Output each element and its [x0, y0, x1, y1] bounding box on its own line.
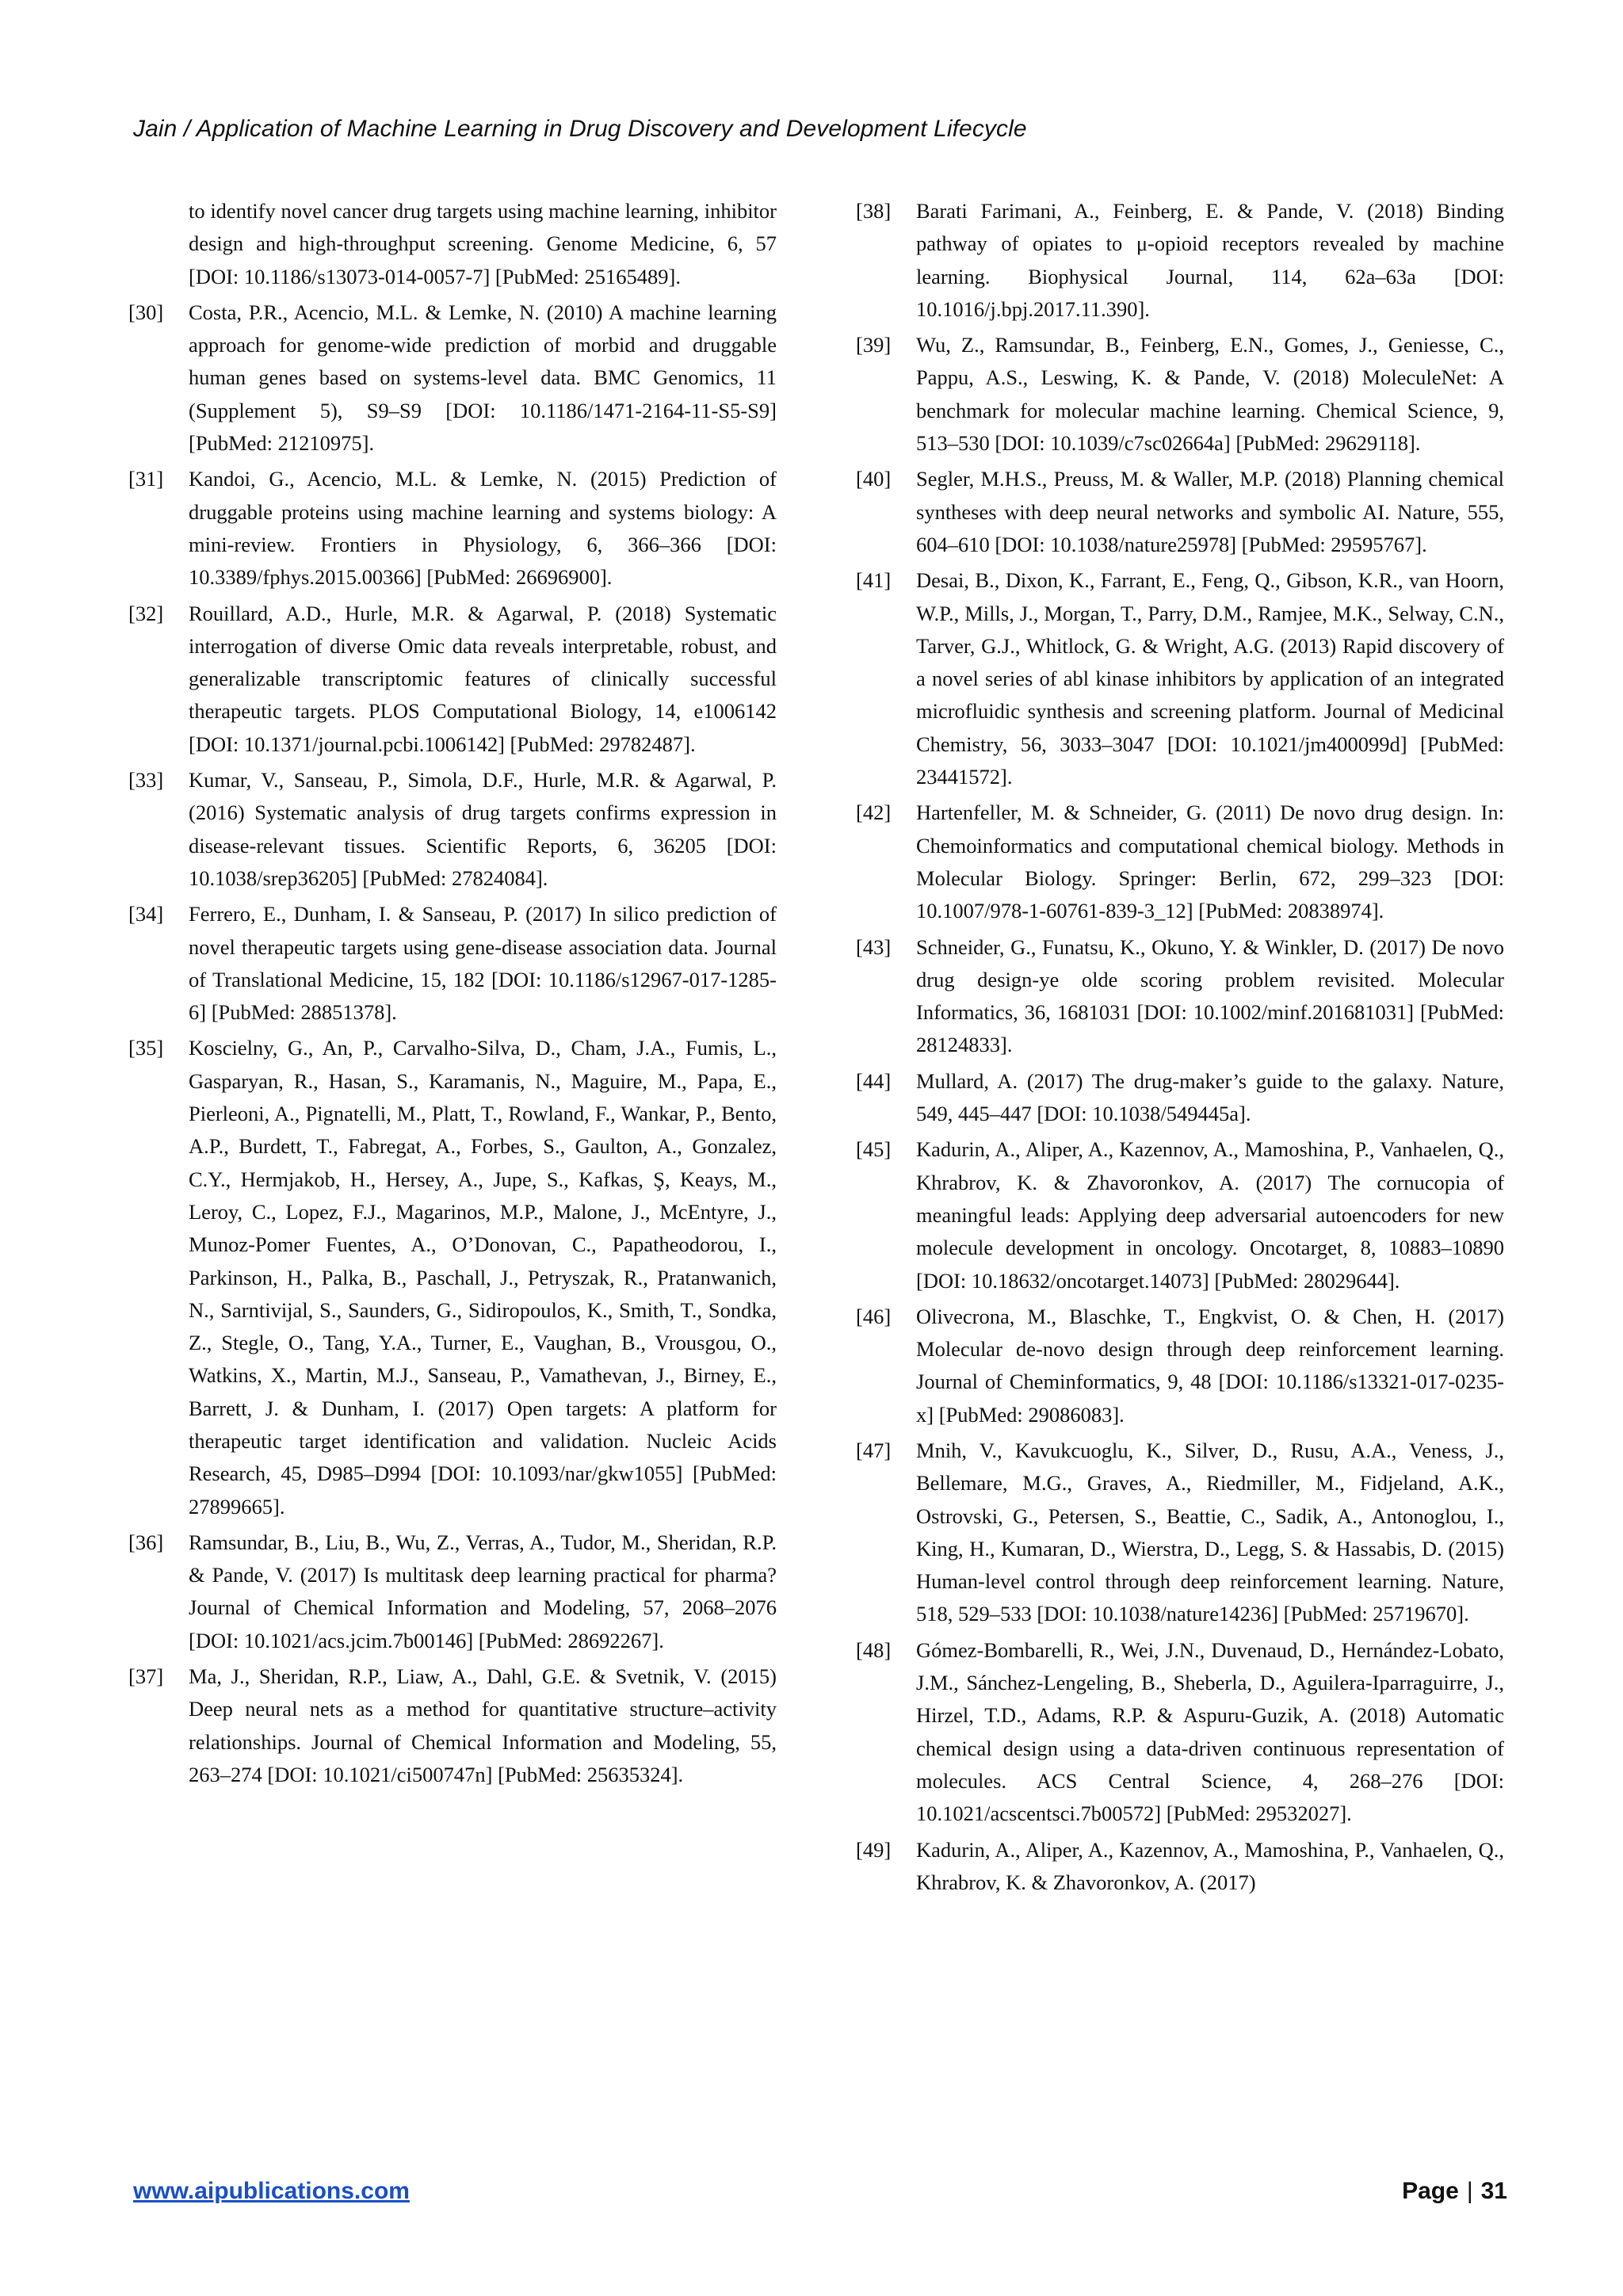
reference-number: [46] [856, 1304, 892, 1328]
reference-number: [31] [128, 467, 164, 491]
reference-item [856, 1634, 1504, 1831]
reference-text: Kadurin, A., Aliper, A., Kazennov, A., Mamoshina, P., Vanhaelen, Q., Khrabrov, K. & Zhavoronkov, A. (2017) The cornucopia of meaningful leads: Applying deep adversarial autoencoders for new molecule development in oncology. Oncotarget, 8, 10883–10890 [DOI: 10.18632/oncotarget.14073] [PubMed: 28029644]. [916, 1137, 1504, 1293]
page-label: Page [1402, 2178, 1459, 2204]
right-reference-column [856, 195, 1504, 1902]
reference-text: Ferrero, E., Dunham, I. & Sanseau, P. (2017) In silico prediction of novel therapeutic targets using gene-disease association data. Journal of Translational Medicine, 15, 182 [DOI: 10.1186/s12967-017-1285-6] [PubMed: 28851378]. [189, 902, 777, 1025]
reference-number: [38] [856, 199, 892, 223]
reference-text: Olivecrona, M., Blaschke, T., Engkvist, O. & Chen, H. (2017) Molecular de-novo design through deep reinforcement learning. Journal of Cheminformatics, 9, 48 [DOI: 10.1186/s13321-017-0235-x] [PubMed: 29086083]. [916, 1304, 1504, 1427]
reference-text: Kandoi, G., Acencio, M.L. & Lemke, N. (2015) Prediction of druggable proteins using machine learning and systems biology: A mini-review. Frontiers in Physiology, 6, 366–366 [DOI: 10.3389/fphys.2015.00366] [PubMed: 26696900]. [189, 467, 777, 590]
reference-number: [45] [856, 1137, 892, 1162]
left-reference-column [128, 195, 777, 1794]
reference-number: [39] [856, 333, 892, 357]
reference-number: [34] [128, 902, 164, 926]
page-separator: | [1466, 2178, 1473, 2204]
reference-item [128, 764, 777, 895]
reference-number: [36] [128, 1530, 164, 1554]
reference-number: [35] [128, 1036, 164, 1060]
reference-number: [44] [856, 1068, 892, 1093]
reference-number: [49] [856, 1837, 892, 1862]
reference-item [856, 329, 1504, 460]
reference-item [856, 463, 1504, 561]
reference-item [856, 195, 1504, 326]
reference-number: [33] [128, 768, 164, 793]
reference-item [856, 797, 1504, 927]
reference-item [128, 1526, 777, 1657]
reference-number: [41] [856, 568, 892, 593]
reference-text: Koscielny, G., An, P., Carvalho-Silva, D., Cham, J.A., Fumis, L., Gasparyan, R., Hasan, S., Karamanis, N., Maguire, M., Papa, E., Pierleoni, A., Pignatelli, M., Platt, T., Rowland, F., Wankar, P., Bento, A.P., Burdett, T., Fabregat, A., Forbes, S., Gaulton, A., Gonzalez, C.Y., Hermjakob, H., Hersey, A., Jupe, S., Kafkas, Ş, Keays, M., Leroy, C., Lopez, F.J., Magarinos, M.P., Malone, J., McEntyre, J., Munoz-Pomer Fuentes, A., O’Donovan, C., Papatheodorou, I., Parkinson, H., Palka, B., Paschall, J., Petryszak, R., Pratanwanich, N., Sarntivijal, S., Saunders, G., Sidiropoulos, K., Smith, T., Sondka, Z., Stegle, O., Tang, Y.A., Turner, E., Vaughan, B., Vrousgou, O., Watkins, X., Martin, M.J., Sanseau, P., Vamathevan, J., Birney, E., Barrett, J. & Dunham, I. (2017) Open targets: A platform for therapeutic target identification and validation. Nucleic Acids Research, 45, D985–D994 [DOI: 10.1093/nar/gkw1055] [PubMed: 27899665]. [189, 1036, 777, 1519]
reference-item [856, 1834, 1504, 1900]
reference-item [128, 598, 777, 761]
reference-text: Costa, P.R., Acencio, M.L. & Lemke, N. (2010) A machine learning approach for genome-wide prediction of morbid and druggable human genes based on systems-level data. BMC Genomics, 11 (Supplement 5), S9–S9 [DOI: 10.1186/1471-2164-11-S5-S9] [PubMed: 21210975]. [189, 300, 777, 456]
reference-item [128, 296, 777, 460]
reference-item [128, 1660, 777, 1791]
reference-item [856, 1435, 1504, 1631]
reference-number: [37] [128, 1664, 164, 1689]
reference-text: Kumar, V., Sanseau, P., Simola, D.F., Hurle, M.R. & Agarwal, P. (2016) Systematic analysis of drug targets confirms expression in disease-relevant tissues. Scientific Reports, 6, 36205 [DOI: 10.1038/srep36205] [PubMed: 27824084]. [189, 768, 777, 890]
reference-text: Desai, B., Dixon, K., Farrant, E., Feng, Q., Gibson, K.R., van Hoorn, W.P., Mills, J., Morgan, T., Parry, D.M., Ramjee, M.K., Selway, C.N., Tarver, G.J., Whitlock, G. & Wright, A.G. (2013) Rapid discovery of a novel series of abl kinase inhibitors by application of an integrated microfluidic synthesis and screening platform. Journal of Medicinal Chemistry, 56, 3033–3047 [DOI: 10.1021/jm400099d] [PubMed: 23441572]. [916, 568, 1504, 789]
reference-text: Mullard, A. (2017) The drug-maker’s guide to the galaxy. Nature, 549, 445–447 [DOI: 10.1038/549445a]. [916, 1068, 1504, 1126]
reference-number: [47] [856, 1438, 892, 1462]
left-reference-list [128, 296, 777, 1791]
reference-text: Barati Farimani, A., Feinberg, E. & Pande, V. (2018) Binding pathway of opiates to μ-opioid receptors revealed by machine learning. Biophysical Journal, 114, 62a–63a [DOI: 10.1016/j.bpj.2017.11.390]. [916, 199, 1504, 321]
reference-text: Kadurin, A., Aliper, A., Kazennov, A., Mamoshina, P., Vanhaelen, Q., Khrabrov, K. & Zhavoronkov, A. (2017) [916, 1837, 1504, 1894]
reference-item [128, 1032, 777, 1522]
reference-text: Hartenfeller, M. & Schneider, G. (2011) De novo drug design. In: Chemoinformatics and computational chemical biology. Methods in Molecular Biology. Springer: Berlin, 672, 299–323 [DOI: 10.1007/978-1-60761-839-3_12] [PubMed: 20838974]. [916, 800, 1504, 923]
reference-item [856, 1065, 1504, 1131]
reference-item [856, 931, 1504, 1062]
page-number-footer [1402, 2178, 1507, 2205]
reference-item [128, 463, 777, 594]
reference-text: Ramsundar, B., Liu, B., Wu, Z., Verras, A., Tudor, M., Sheridan, R.P. & Pande, V. (2017) Is multitask deep learning practical for pharma? Journal of Chemical Information and Modeling, 57, 2068–2076 [DOI: 10.1021/acs.jcim.7b00146] [PubMed: 28692267]. [189, 1530, 777, 1652]
reference-text: Segler, M.H.S., Preuss, M. & Waller, M.P. (2018) Planning chemical syntheses with deep neural networks and symbolic AI. Nature, 555, 604–610 [DOI: 10.1038/nature25978] [PubMed: 29595767]. [916, 467, 1504, 556]
reference-number: [43] [856, 934, 892, 959]
publisher-website-link[interactable]: www.aipublications.com [133, 2178, 410, 2204]
reference-number: [42] [856, 800, 892, 825]
reference-continuation: to identify novel cancer drug targets using machine learning, inhibitor design and high-throughput screening. Genome Medicine, 6, 57 [DOI: 10.1186/s13073-014-0057-7] [PubMed: 25165489]. [189, 199, 777, 288]
reference-item [856, 1133, 1504, 1297]
reference-number: [40] [856, 467, 892, 491]
reference-number: [30] [128, 300, 164, 324]
reference-number: [32] [128, 601, 164, 625]
reference-text: Ma, J., Sheridan, R.P., Liaw, A., Dahl, G.E. & Svetnik, V. (2015) Deep neural nets as a method for quantitative structure–activity relationships. Journal of Chemical Information and Modeling, 55, 263–274 [DOI: 10.1021/ci500747n] [PubMed: 25635324]. [189, 1664, 777, 1786]
reference-item [856, 564, 1504, 793]
reference-text: Mnih, V., Kavukcuoglu, K., Silver, D., Rusu, A.A., Veness, J., Bellemare, M.G., Graves, A., Riedmiller, M., Fidjeland, A.K., Ostrovski, G., Petersen, S., Beattie, C., Sadik, A., Antonoglou, I., King, H., Kumaran, D., Wierstra, D., Legg, S. & Hassabis, D. (2015) Human-level control through deep reinforcement learning. Nature, 518, 529–533 [DOI: 10.1038/nature14236] [PubMed: 25719670]. [916, 1438, 1504, 1626]
reference-text: Gómez-Bombarelli, R., Wei, J.N., Duvenaud, D., Hernández-Lobato, J.M., Sánchez-Lengeling, B., Sheberla, D., Aguilera-Iparraguirre, J., Hirzel, T.D., Adams, R.P. & Aspuru-Guzik, A. (2018) Automatic chemical design using a data-driven continuous representation of molecules. ACS Central Science, 4, 268–276 [DOI: 10.1021/acscentsci.7b00572] [PubMed: 29532027]. [916, 1637, 1504, 1826]
reference-item [128, 898, 777, 1029]
reference-text: Schneider, G., Funatsu, K., Okuno, Y. & Winkler, D. (2017) De novo drug design-ye olde scoring problem revisited. Molecular Informatics, 36, 1681031 [DOI: 10.1002/minf.201681031] [PubMed: 28124833]. [916, 934, 1504, 1057]
reference-text: Wu, Z., Ramsundar, B., Feinberg, E.N., Gomes, J., Geniesse, C., Pappu, A.S., Leswing, K. & Pande, V. (2018) MoleculeNet: A benchmark for molecular machine learning. Chemical Science, 9, 513–530 [DOI: 10.1039/c7sc02664a] [PubMed: 29629118]. [916, 333, 1504, 456]
reference-text: Rouillard, A.D., Hurle, M.R. & Agarwal, P. (2018) Systematic interrogation of diverse Omic data reveals interpretable, robust, and generalizable transcriptomic features of clinically successful therapeutic targets. PLOS Computational Biology, 14, e1006142 [DOI: 10.1371/journal.pcbi.1006142] [PubMed: 29782487]. [189, 601, 777, 756]
reference-number: [48] [856, 1637, 892, 1662]
right-reference-list [856, 195, 1504, 1899]
reference-item [856, 1301, 1504, 1431]
page-number: 31 [1480, 2178, 1507, 2204]
running-header: Jain / Application of Machine Learning in Drug Discovery and Development Lifecycle [133, 116, 1027, 142]
